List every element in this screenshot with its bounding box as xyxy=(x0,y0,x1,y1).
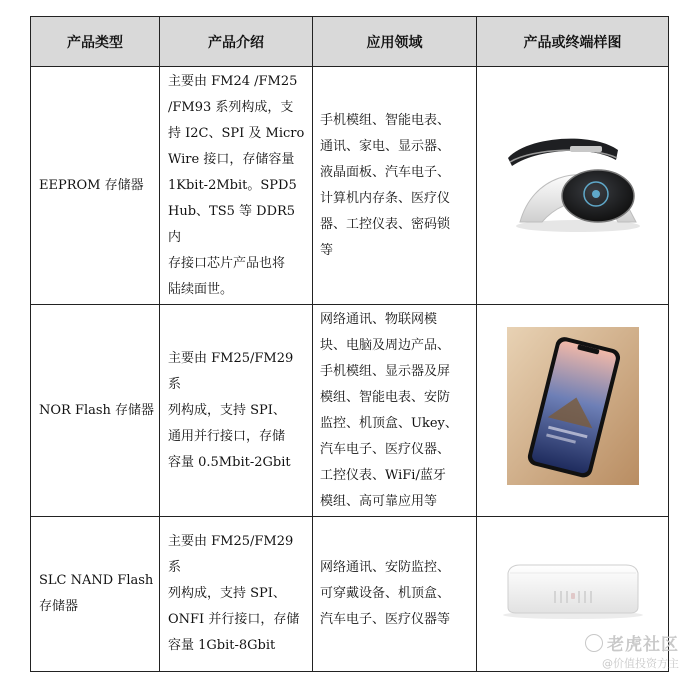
product-table xyxy=(30,16,669,672)
table-row-slc-nand xyxy=(31,517,669,672)
table-row-nor-flash xyxy=(31,305,669,517)
table-row-eeprom xyxy=(31,67,669,305)
header-image: 产品或终端样图 xyxy=(477,17,669,67)
product-intro: 主要由 FM25/FM29 系 列构成，支持 SPI、 ONFI 并行接口，存储 容量 1Gbit-8Gbit xyxy=(168,534,300,653)
product-type: SLC NAND Flash 存储器 xyxy=(39,573,154,614)
product-type: NOR Flash 存储器 xyxy=(39,402,155,418)
watermark xyxy=(585,630,679,671)
header-apps: 应用领域 xyxy=(313,17,477,67)
product-intro: 主要由 FM25/FM29 系 列构成，支持 SPI、 通用并行接口，存储 容量 0.5Mbit-2Gbit xyxy=(168,350,294,470)
smartphone-image xyxy=(507,327,639,485)
router-box-image xyxy=(498,557,648,621)
application-fields: 手机模组、智能电表、 通讯、家电、显示器、 液晶面板、汽车电子、 计算机内存条、医疗仪 器、工控仪表、密码锁 等 xyxy=(320,112,451,258)
header-intro: 产品介绍 xyxy=(160,17,313,67)
watermark-tag: @价值投资方主 xyxy=(602,657,679,670)
application-fields: 网络通讯、物联网模 块、电脑及周边产品、 手机模组、显示器及屏 模组、智能电表、安防 监控、机顶盒、Ukey、 汽车电子、医疗仪器、 工控仪表、WiFi/蓝牙 模组、高可靠应用等 xyxy=(320,311,458,509)
product-intro: 主要由 FM24 /FM25 /FM93 系列构成，支 持 I2C、SPI 及 Micro Wire 接口，存储容量 1Kbit-2Mbit。SPD5 Hub、TS5 等 DDR5 内 存接口芯片产品也将 陆续面世。 xyxy=(168,73,305,297)
application-fields: 网络通讯、安防监控、 可穿戴设备、机顶盒、 汽车电子、医疗仪器等 xyxy=(320,560,451,627)
header-row xyxy=(31,17,669,67)
watermark-brand: 老虎社区 xyxy=(607,635,679,655)
header-type: 产品类型 xyxy=(31,17,160,67)
smart-speaker-image xyxy=(498,126,648,236)
paw-logo-icon xyxy=(585,634,603,652)
product-type: EEPROM 存储器 xyxy=(39,177,144,193)
